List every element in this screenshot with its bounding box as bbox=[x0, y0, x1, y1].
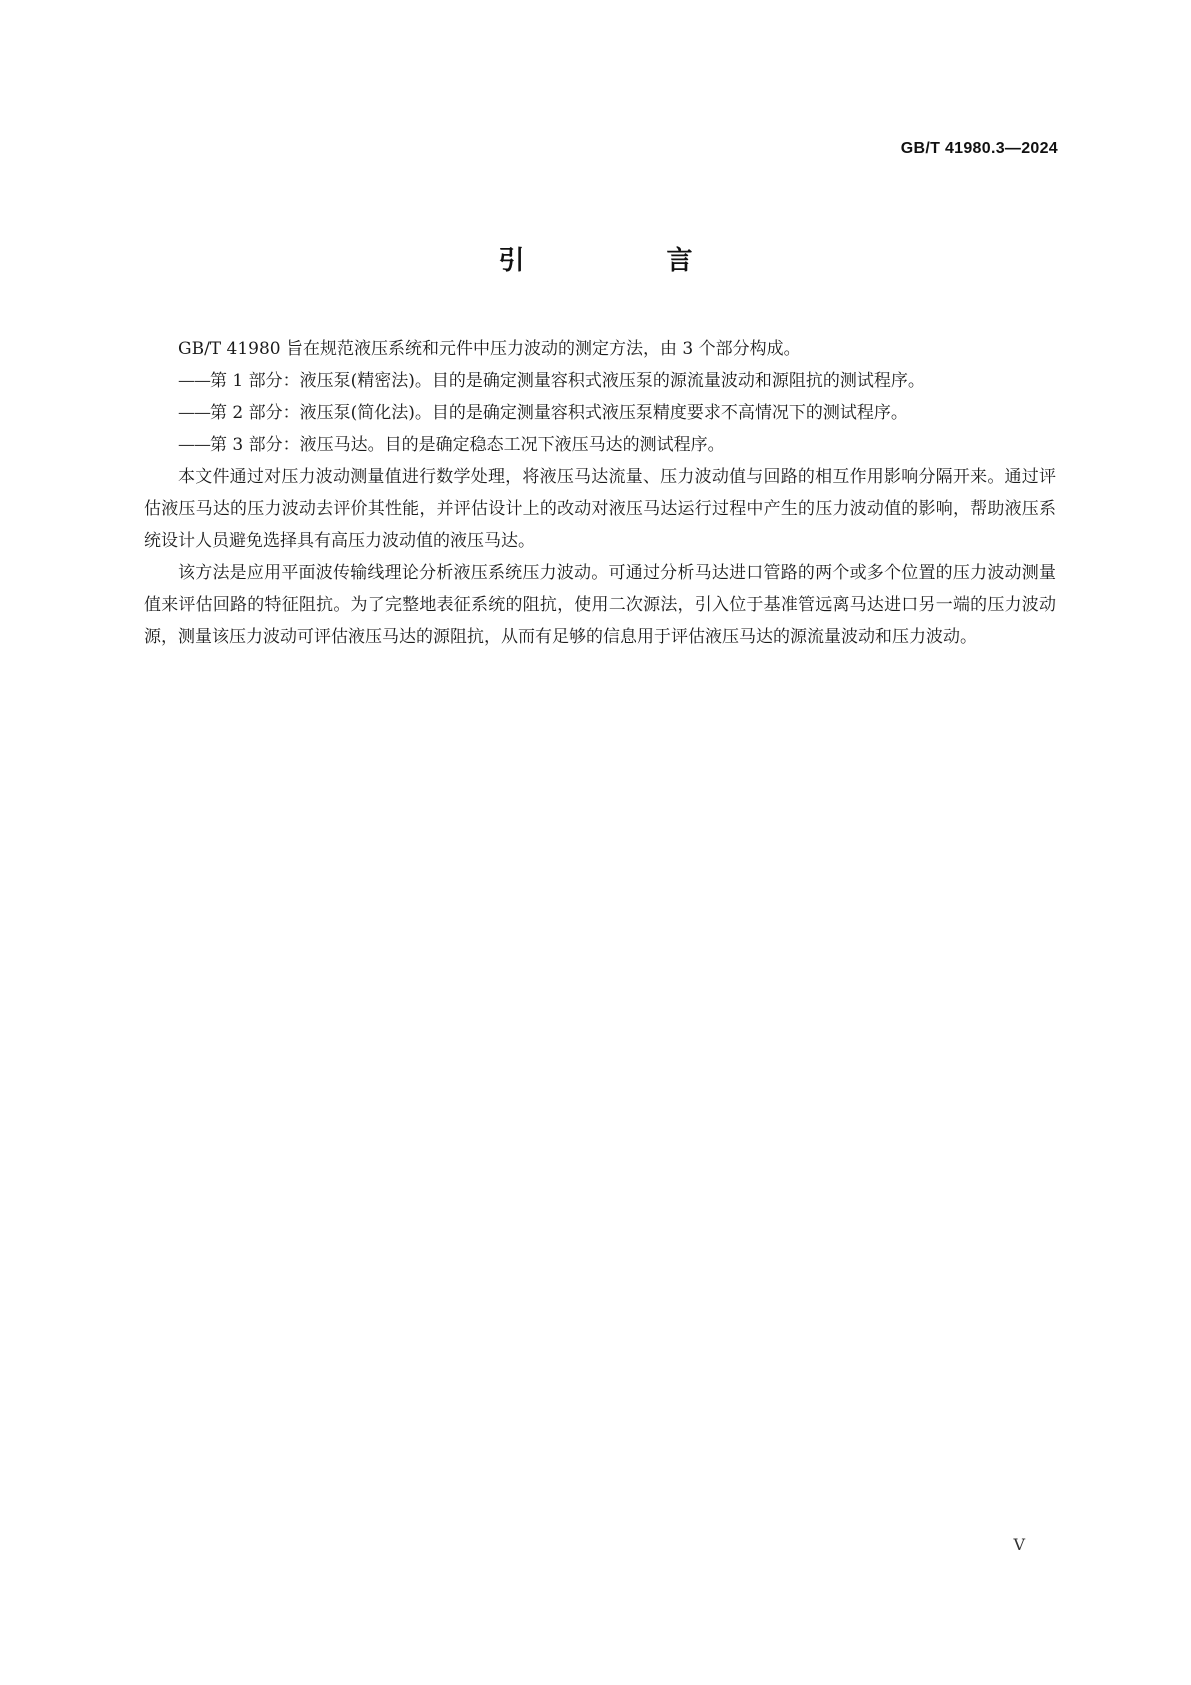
intro-paragraph: GB/T 41980 旨在规范液压系统和元件中压力波动的测定方法，由 3 个部分构成。 bbox=[178, 339, 801, 359]
list-dash: —— bbox=[178, 403, 210, 423]
list-item-text: 第 1 部分：液压泵(精密法)。目的是确定测量容积式液压泵的源流量波动和源阻抗的测试程序。 bbox=[210, 371, 925, 391]
list-item-part-1 bbox=[144, 365, 1056, 397]
list-dash: —— bbox=[178, 435, 210, 455]
standard-number: GB/T 41980.3—2024 bbox=[900, 140, 1058, 157]
page-number: V bbox=[1013, 1535, 1025, 1554]
list-item-text: 第 2 部分：液压泵(简化法)。目的是确定测量容积式液压泵精度要求不高情况下的测试程序。 bbox=[210, 403, 908, 423]
list-dash: —— bbox=[178, 371, 210, 391]
purpose-paragraph: 本文件通过对压力波动测量值进行数学处理，将液压马达流量、压力波动值与回路的相互作用影响分隔开来。通过评估液压马达的压力波动去评价其性能，并评估设计上的改动对液压马达运行过程中产生的压力波动值的影响，帮助液压系统设计人员避免选择具有高压力波动值的液压马达。 bbox=[144, 467, 1056, 551]
page-title: 引 言 bbox=[498, 246, 751, 276]
document-body bbox=[144, 333, 1056, 653]
list-item-text: 第 3 部分：液压马达。目的是确定稳态工况下液压马达的测试程序。 bbox=[210, 435, 725, 455]
method-paragraph: 该方法是应用平面波传输线理论分析液压系统压力波动。可通过分析马达进口管路的两个或多个位置的压力波动测量值来评估回路的特征阻抗。为了完整地表征系统的阻抗，使用二次源法，引入位于基准管远离马达进口另一端的压力波动源，测量该压力波动可评估液压马达的源阻抗，从而有足够的信息用于评估液压马达的源流量波动和压力波动。 bbox=[144, 563, 1056, 647]
list-item-part-2 bbox=[144, 397, 1056, 429]
list-item-part-3 bbox=[144, 429, 1056, 461]
